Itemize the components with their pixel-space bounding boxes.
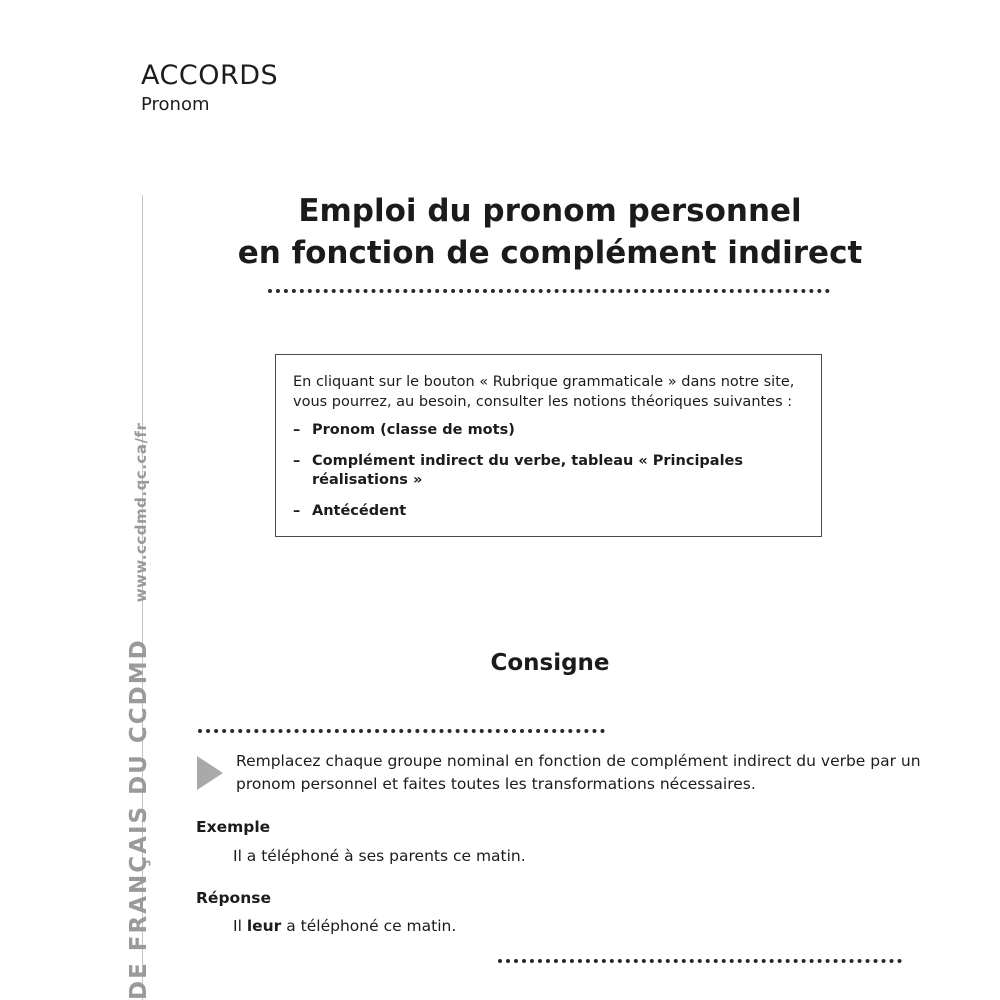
response-label: Réponse [196,889,271,907]
example-sentence: Il a téléphoné à ses parents ce matin. [233,847,526,865]
title-dotted-divider [268,289,830,293]
example-label: Exemple [196,818,271,836]
section-title: ACCORDS [141,60,279,91]
consigne-heading: Consigne [490,650,610,676]
response-after: a téléphoné ce matin. [281,917,457,935]
subsection-title: Pronom [141,94,210,115]
title-line-2: en fonction de complément indirect [237,235,863,271]
dash-bullet: – [293,422,301,438]
bottom-dotted-divider [498,959,902,963]
instruction-text: Remplacez chaque groupe nominal en fonction de complément indirect du verbe par un pronom personnel et faites toutes les transformations nécessaires. [236,752,921,793]
info-intro-text: En cliquant sur le bouton « Rubrique grammaticale » dans notre site, vous pourrez, au besoin, consulter les notions théoriques suivantes : [293,374,795,410]
notion-item [293,421,803,440]
page-title [230,190,870,274]
notion-label: Complément indirect du verbe, tableau « Principales réalisations » [312,453,744,488]
notion-item [293,502,803,521]
dash-bullet: – [293,453,301,469]
series-name: DE FRANÇAIS DU CCDMD [126,638,152,1000]
title-line-1: Emploi du pronom personnel [298,193,802,229]
notions-list [293,421,803,521]
response-before: Il [233,917,247,935]
notion-label: Antécédent [312,503,407,519]
notion-item [293,452,803,490]
response-pronoun: leur [246,917,282,935]
website-url: www.ccdmd.qc.ca/fr [132,422,150,603]
notion-label: Pronom (classe de mots) [312,422,515,438]
dash-bullet: – [293,503,301,519]
notions-info-box [275,354,822,537]
consigne-dotted-divider [198,729,605,733]
response-sentence [233,916,456,936]
vertical-margin-text [127,423,151,1000]
play-arrow-icon [197,756,223,790]
